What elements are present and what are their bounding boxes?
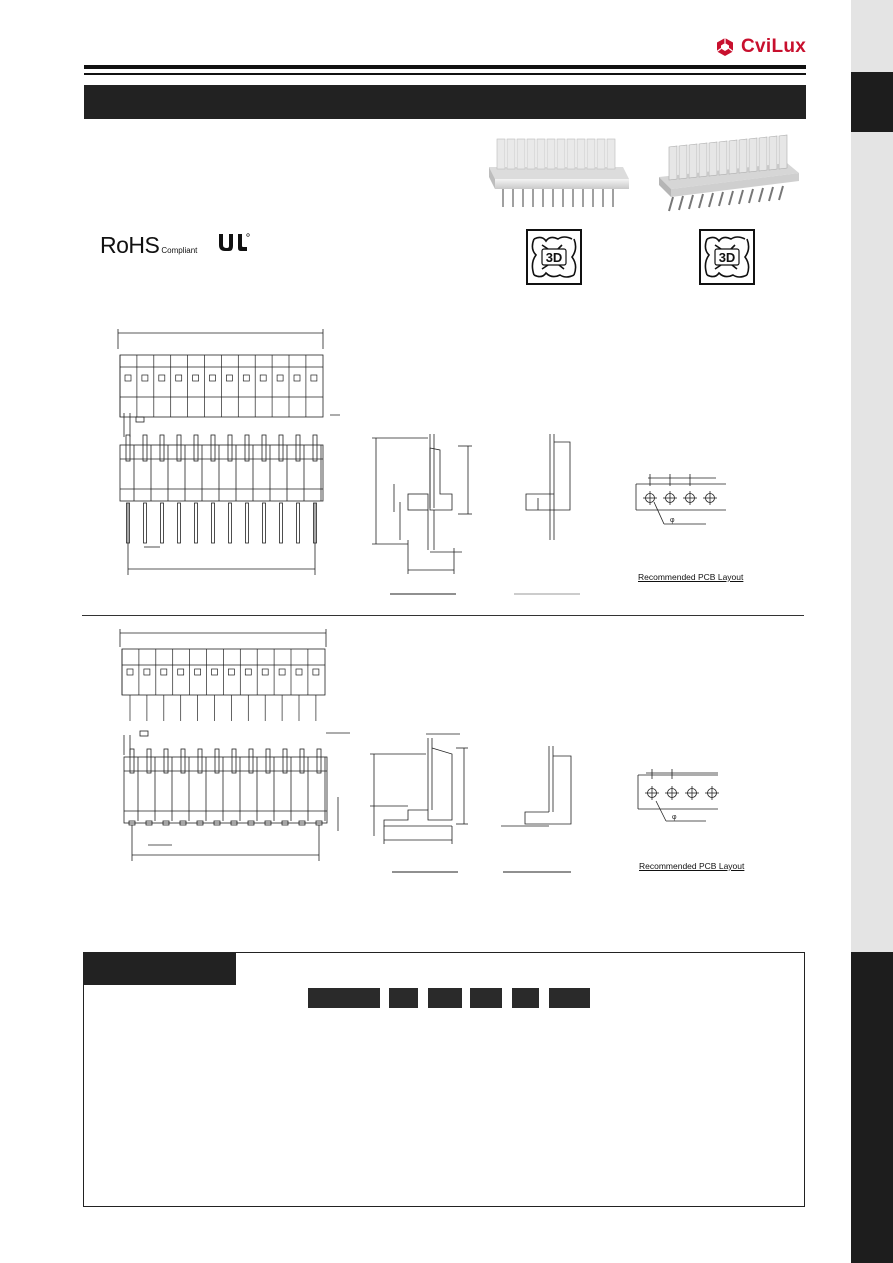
pin-lower <box>144 503 147 543</box>
3d-model-button-straight[interactable] <box>526 229 582 285</box>
pin-upper <box>211 435 215 461</box>
pcb-layout-drawing-1 <box>630 470 740 540</box>
3d-badge-label: 3D <box>545 250 563 265</box>
ordering-info-tab <box>84 953 236 985</box>
part-number-field-5 <box>549 988 590 1008</box>
side-view-drawing-1 <box>368 428 478 598</box>
ul-recognized-icon <box>216 232 250 254</box>
part-number-field-2 <box>428 988 462 1008</box>
pin-upper <box>198 749 202 773</box>
side-view-drawing-1b <box>510 428 590 598</box>
pin-upper <box>177 435 181 461</box>
cell-latch <box>125 375 131 381</box>
brand-logo <box>715 36 806 58</box>
pcb-phi-symbol: φ <box>672 814 677 821</box>
pin-upper <box>130 749 134 773</box>
pin-upper <box>249 749 253 773</box>
side-view-drawing-2b <box>495 740 585 880</box>
side-view-drawing-2 <box>368 728 478 878</box>
cell-latch <box>144 669 150 675</box>
header-rule-thick <box>84 65 806 69</box>
pin-upper <box>296 435 300 461</box>
pcb-layout-caption-1: Recommended PCB Layout <box>638 572 744 582</box>
cell-latch <box>296 669 302 675</box>
section-divider <box>82 615 804 616</box>
cell-latch <box>210 375 216 381</box>
product-photo-smt <box>655 127 805 219</box>
pin-upper <box>160 435 164 461</box>
cell-latch <box>226 375 232 381</box>
cell-latch <box>313 669 319 675</box>
pin-lower <box>263 503 266 543</box>
pin-upper <box>164 749 168 773</box>
cell-latch <box>195 669 201 675</box>
rohs-mark <box>100 232 197 259</box>
header-rule-thin <box>84 73 806 75</box>
pin-upper <box>181 749 185 773</box>
cell-latch <box>193 375 199 381</box>
pin-upper <box>266 749 270 773</box>
cell-latch <box>277 375 283 381</box>
front-view-drawing-2 <box>100 625 350 865</box>
pin-lower <box>229 503 232 543</box>
pin-upper <box>262 435 266 461</box>
pin-upper <box>215 749 219 773</box>
side-index-tab-top[interactable] <box>851 72 893 132</box>
3d-badge-label: 3D <box>718 250 736 265</box>
pin-upper <box>143 435 147 461</box>
pin-lower <box>161 503 164 543</box>
pin-upper <box>283 749 287 773</box>
pin-upper <box>279 435 283 461</box>
pin-lower <box>246 503 249 543</box>
pin-upper <box>232 749 236 773</box>
pin-upper <box>300 749 304 773</box>
pcb-phi-symbol: φ <box>670 517 675 524</box>
pin-lower <box>178 503 181 543</box>
pin-upper <box>245 435 249 461</box>
pin-lower <box>212 503 215 543</box>
pin-upper <box>313 435 317 461</box>
pcb-layout-caption-2: Recommended PCB Layout <box>639 861 745 871</box>
cell-latch <box>176 375 182 381</box>
logo-mark-icon <box>715 37 735 57</box>
cell-latch <box>142 375 148 381</box>
part-number-field-1 <box>389 988 418 1008</box>
part-number-field-3 <box>470 988 502 1008</box>
cell-latch <box>279 669 285 675</box>
part-number-field-4 <box>512 988 539 1008</box>
front-view-drawing-1 <box>100 325 340 580</box>
product-photo-straight <box>483 127 633 213</box>
3d-model-icon <box>528 231 580 283</box>
3d-model-icon <box>701 231 753 283</box>
cell-latch <box>228 669 234 675</box>
side-index-tab-bottom[interactable] <box>851 952 893 1263</box>
section-title-bar <box>84 85 806 119</box>
pin-upper <box>228 435 232 461</box>
pin-lower <box>280 503 283 543</box>
cell-latch <box>161 669 167 675</box>
rohs-compliant-label: Compliant <box>161 246 198 255</box>
cell-latch <box>294 375 300 381</box>
cell-latch <box>159 375 165 381</box>
pin-upper <box>194 435 198 461</box>
cell-latch <box>127 669 133 675</box>
cell-latch <box>262 669 268 675</box>
cell-latch <box>260 375 266 381</box>
pin-upper <box>317 749 321 773</box>
cell-latch <box>243 375 249 381</box>
pcb-layout-drawing-2 <box>630 765 740 830</box>
cell-latch <box>311 375 317 381</box>
part-number-series-box <box>308 988 380 1008</box>
3d-model-button-smt[interactable] <box>699 229 755 285</box>
pin-upper <box>147 749 151 773</box>
pin-lower <box>195 503 198 543</box>
cell-latch <box>178 669 184 675</box>
pin-lower <box>297 503 300 543</box>
cell-latch <box>245 669 251 675</box>
rohs-label: RoHS <box>100 232 160 258</box>
pin-upper <box>126 435 130 461</box>
brand-logo-text: CviLux <box>741 36 807 57</box>
cell-latch <box>212 669 218 675</box>
